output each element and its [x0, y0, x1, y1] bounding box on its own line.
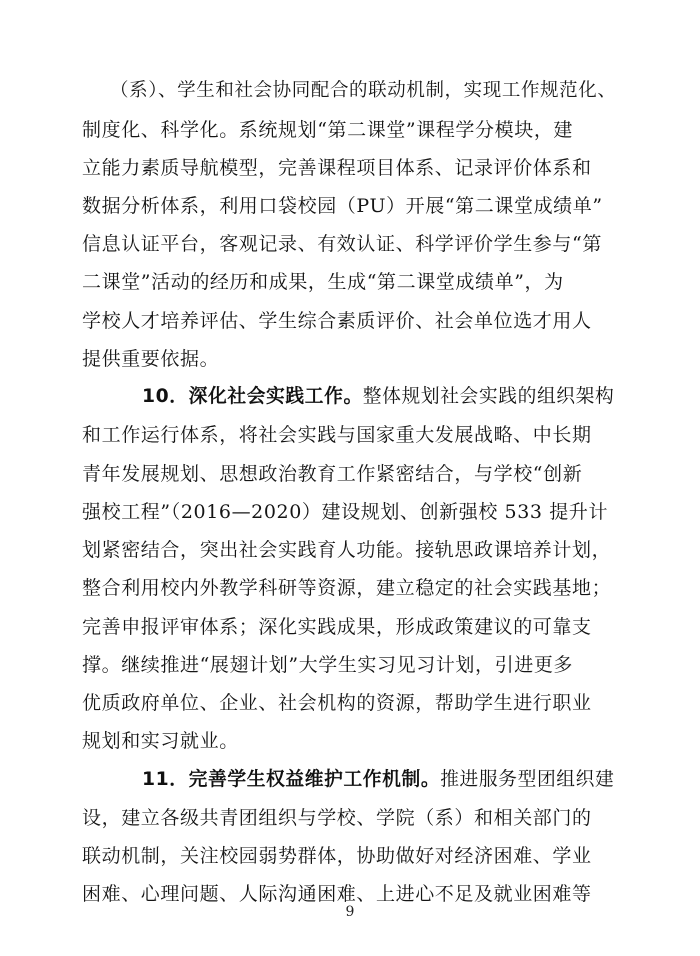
- text-line: 强校工程”（2016—2020）建设规划、创新强校 533 提升计: [82, 501, 609, 523]
- text-line: 优质政府单位、企业、社会机构的资源，帮助学生进行职业: [82, 692, 592, 714]
- paragraph-first-line: [142, 385, 614, 409]
- text-line: 信息认证平台，客观记录、有效认证、科学评价学生参与“第: [82, 233, 602, 255]
- text-line: 学校人才培养评估、学生综合素质评价、社会单位选才用人: [82, 310, 592, 332]
- text-line: 和工作运行体系，将社会实践与国家重大发展战略、中长期: [82, 424, 592, 446]
- text-line: 规划和实习就业。: [82, 730, 239, 752]
- text-line: 设，建立各级共青团组织与学校、学院（系）和相关部门的: [82, 807, 592, 829]
- text-line: 数据分析体系，利用口袋校园（PU）开展“第二课堂成绩单”: [82, 195, 603, 217]
- text-line: 立能力素质导航模型，完善课程项目体系、记录评价体系和: [82, 157, 592, 179]
- text-run: 推进服务型团组织建: [440, 769, 615, 790]
- section-heading: 11．完善学生权益维护工作机制。: [142, 769, 441, 790]
- text-line: 青年发展规划、思想政治教育工作紧密结合，与学校“创新: [82, 463, 583, 485]
- text-line: 困难、心理问题、人际沟通困难、上进心不足及就业困难等: [82, 883, 592, 905]
- section-heading: 10．深化社会实践工作。: [142, 386, 363, 407]
- paragraph-first-line: [142, 768, 614, 792]
- text-line: 整合利用校内外教学科研等资源，建立稳定的社会实践基地；: [82, 577, 612, 599]
- text-line: 划紧密结合，突出社会实践育人功能。接轨思政课培养计划，: [82, 539, 612, 561]
- page-number: 9: [345, 904, 355, 920]
- text-line: 制度化、科学化。系统规划“第二课堂”课程学分模块，建: [82, 119, 574, 141]
- text-run: 整体规划社会实践的组织架构: [362, 386, 615, 407]
- text-line: （系）、学生和社会协同配合的联动机制，实现工作规范化、: [110, 80, 617, 101]
- text-line: 联动机制，关注校园弱势群体，协助做好对经济困难、学业: [82, 845, 592, 867]
- text-line: 完善申报评审体系；深化实践成果，形成政策建议的可靠支: [82, 616, 592, 638]
- text-line: 二课堂”活动的经历和成果，生成“第二课堂成绩单”，为: [82, 271, 564, 293]
- text-line: 提供重要依据。: [82, 348, 220, 370]
- text-line: 撑。继续推进“展翅计划”大学生实习见习计划，引进更多: [82, 654, 574, 676]
